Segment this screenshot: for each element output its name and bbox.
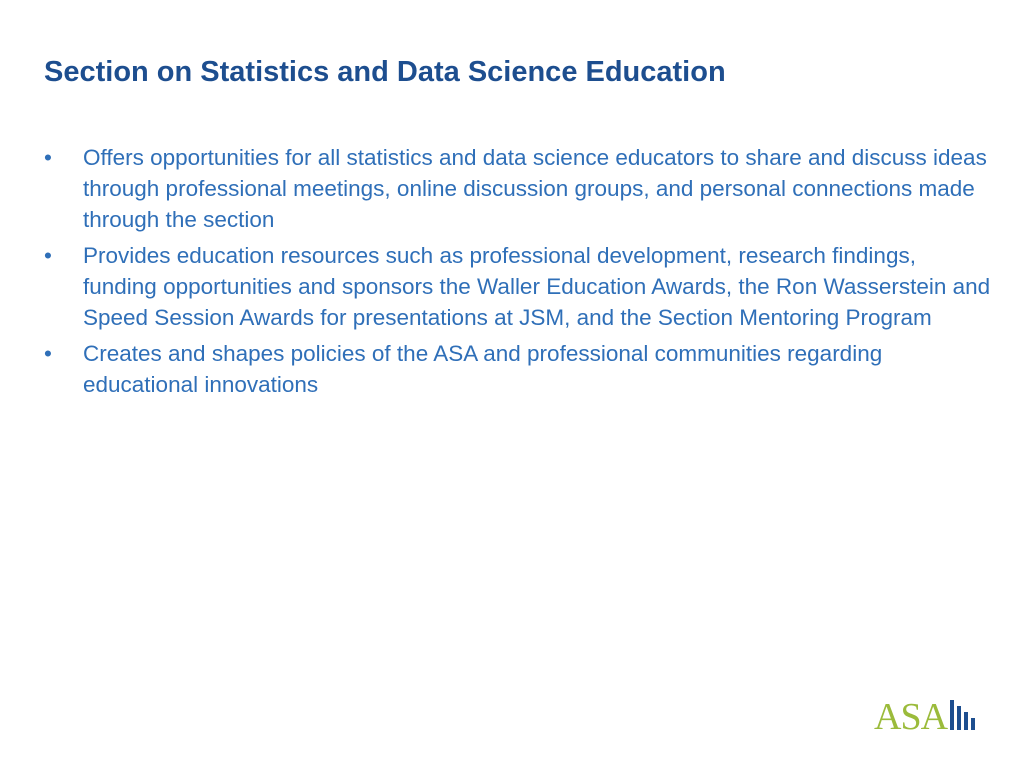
bullet-text: Creates and shapes policies of the ASA and professional communities regarding educational innovations [83,341,883,397]
bar-graph-icon [950,698,976,734]
bullet-item-3 [44,338,994,400]
slide-title: Section on Statistics and Data Science Education [44,56,726,88]
bullet-icon: • [44,243,52,268]
bullet-item-2 [44,240,994,333]
bullet-text: Provides education resources such as professional development, research findings, funding opportunities and sponsors the Waller Education Awards, the Ron Wasserstein and Speed Session Awards for presentations at JSM, and the Section Mentoring Program [83,243,991,330]
bullet-text: Offers opportunities for all statistics and data science educators to share and discuss ideas through professional meetings, online discussion groups, and personal connections made through the section [83,145,987,232]
bullet-item-1 [44,142,994,235]
bullet-icon: • [44,145,52,170]
asa-logo [874,694,978,740]
bullet-icon: • [44,341,52,366]
logo-text: ASA [874,696,948,738]
bullet-list [44,142,994,405]
